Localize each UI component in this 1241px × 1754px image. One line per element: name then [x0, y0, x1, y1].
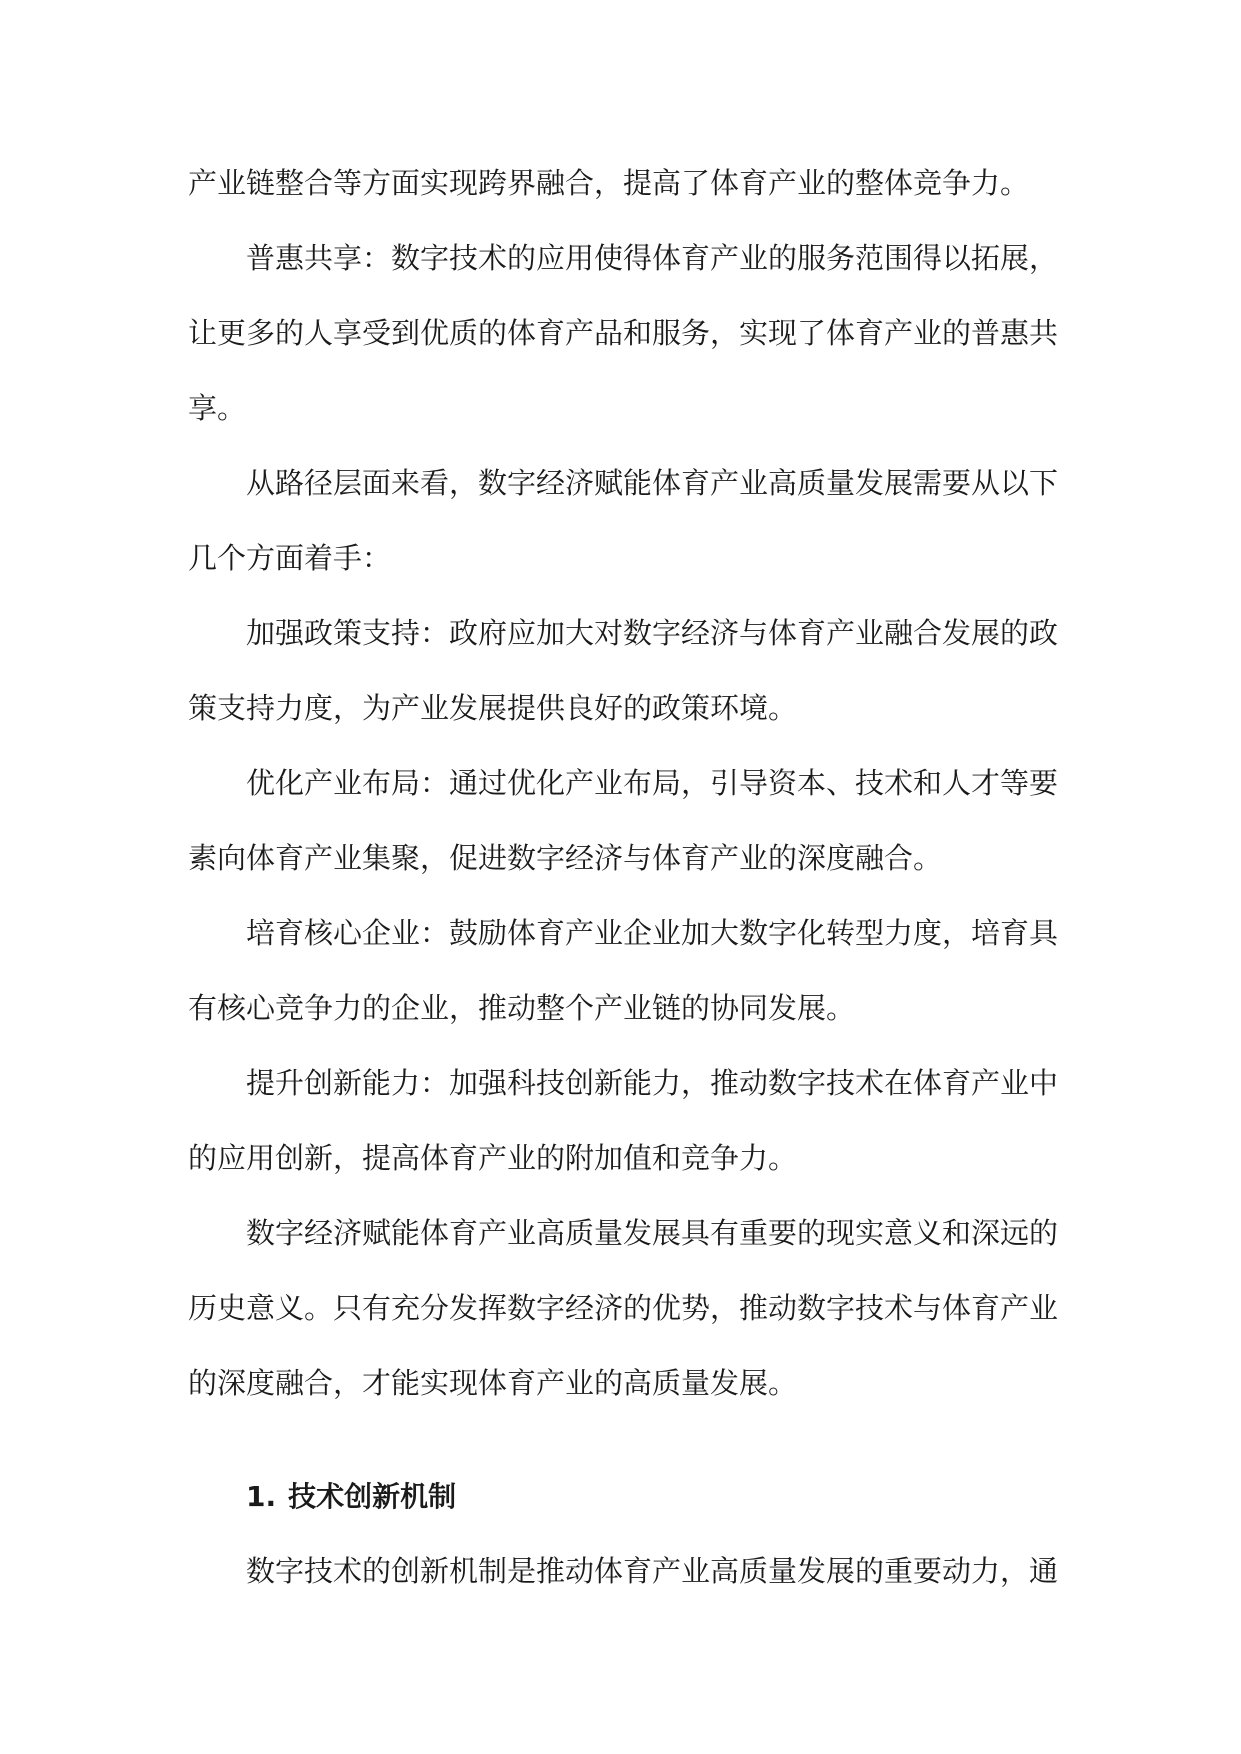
paragraph-innovation-capacity: 提升创新能力：加强科技创新能力，推动数字技术在体育产业中的应用创新，提高体育产业的附加值和竞争力。 — [188, 1066, 1059, 1175]
section-number: 1. — [246, 1480, 277, 1513]
paragraph-core-enterprises: 培育核心企业：鼓励体育产业企业加大数字化转型力度，培育具有核心竞争力的企业，推动整个产业链的协同发展。 — [188, 916, 1059, 1025]
paragraph-conclusion: 数字经济赋能体育产业高质量发展具有重要的现实意义和深远的历史意义。只有充分发挥数字经济的优势，推动数字技术与体育产业的深度融合，才能实现体育产业的高质量发展。 — [188, 1216, 1059, 1400]
section-heading — [188, 1459, 1058, 1534]
paragraph-path-intro: 从路径层面来看，数字经济赋能体育产业高质量发展需要从以下几个方面着手： — [188, 466, 1059, 575]
document-body — [188, 146, 1058, 1609]
paragraph-innovation-mechanism: 数字技术的创新机制是推动体育产业高质量发展的重要动力，通 — [246, 1554, 1059, 1588]
paragraph-continuation: 产业链整合等方面实现跨界融合，提高了体育产业的整体竞争力。 — [188, 166, 1030, 200]
paragraph-industry-layout: 优化产业布局：通过优化产业布局，引导资本、技术和人才等要素向体育产业集聚，促进数字经济与体育产业的深度融合。 — [188, 766, 1059, 875]
section-title: 技术创新机制 — [288, 1480, 457, 1513]
paragraph-policy-support: 加强政策支持：政府应加大对数字经济与体育产业融合发展的政策支持力度，为产业发展提供良好的政策环境。 — [188, 616, 1059, 725]
paragraph-inclusive-sharing: 普惠共享：数字技术的应用使得体育产业的服务范围得以拓展，让更多的人享受到优质的体育产品和服务，实现了体育产业的普惠共享。 — [188, 241, 1059, 425]
